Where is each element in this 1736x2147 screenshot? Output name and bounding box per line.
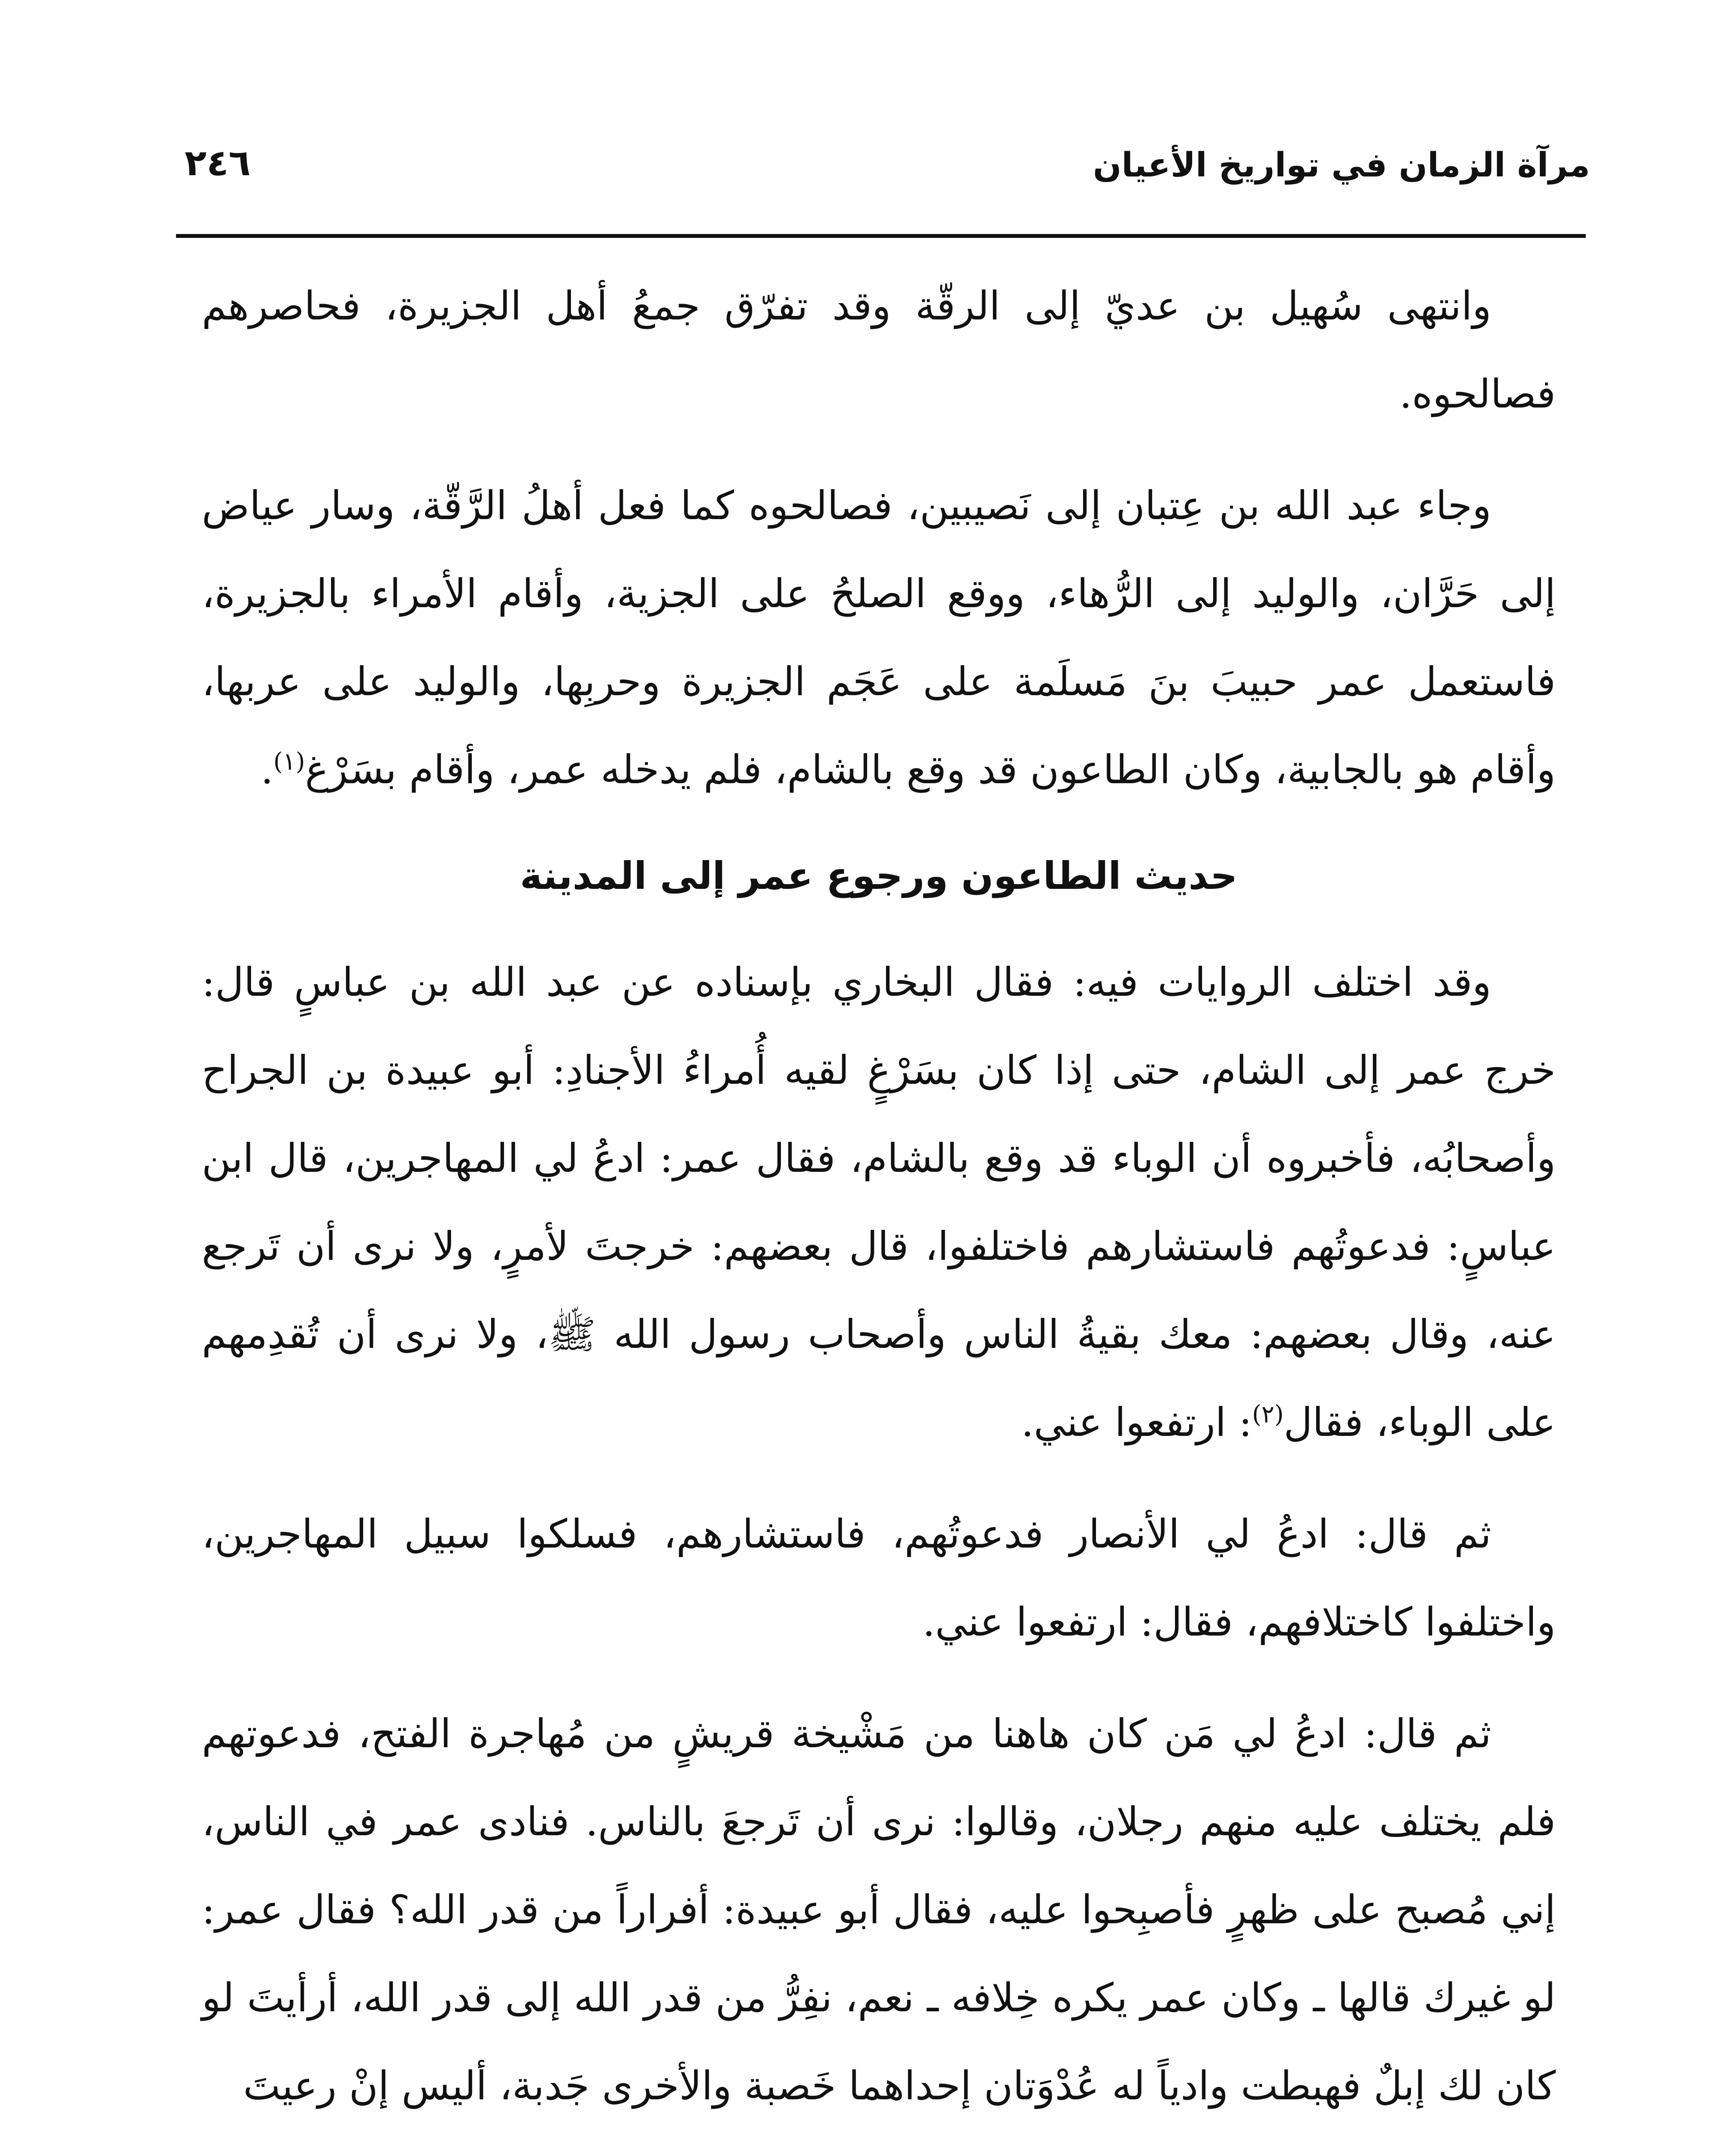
footnote-ref-2: (٢) [1252,1400,1284,1429]
paragraph-3-text: وقد اختلف الروايات فيه: فقال البخاري بإسناده عن عبد الله بن عباسٍ قال: خرج عمر إلى الشام، حتى إذا كان بسَرْغٍ لقيه أُمراءُ الأجنادِ: أبو عبيدة بن الجراح وأصحابُه، فأخبروه أن الوباء قد وقع بالشام، فقال عمر: ادعُ لي المهاجرين، قال ابن عباسٍ: فدعوتُهم فاستشارهم فاختلفوا، قال بعضهم: خرجتَ لأمرٍ، ولا نرى أن تَرجع عنه، وقال بعضهم: معك بقيةُ الناس وأصحاب رسول الله ﷺ، ولا نرى أن تُقدِمهم على الوباء، فقال [202,959,1556,1445]
paragraph-3 [202,938,1556,1466]
footnote-ref-1: (١) [273,748,305,776]
paragraph-2-text: وجاء عبد الله بن عِتبان إلى نَصيبين، فصالحوه كما فعل أهلُ الرَّقّة، وسار عياض إلى حَرَّان، والوليد إلى الرُّهاء، ووقع الصلحُ على الجزية، وأقام الأمراء بالجزيرة، فاستعمل عمر حبيبَ بنَ مَسلَمة على عَجَم الجزيرة وحربِها، والوليد على عربها، وأقام هو بالجابية، وكان الطاعون قد وقع بالشام، فلم يدخله عمر، وأقام بسَرْغ [202,483,1556,793]
paragraph-5: ثم قال: ادعُ لي مَن كان هاهنا من مَشْيخة قريشٍ من مُهاجرة الفتح، فدعوتهم فلم يختلف عليه منهم رجلان، وقالوا: نرى أن تَرجعَ بالناس. فنادى عمر في الناس، إني مُصبح على ظهرٍ فأصبِحوا عليه، فقال أبو عبيدة: أفراراً من قدر الله؟ فقال عمر: لو غيرك قالها ـ وكان عمر يكره خِلافه ـ نعم، نفِرُّ من قدر الله إلى قدر الله، أرأيتَ لو كان لك إبلٌ فهبطت وادياً له عُدْوَتان إحداهما خَصبة والأخرى جَدبة، أليس إنْ رعيتَ [202,1711,1556,2109]
paragraph-1: وانتهى سُهيل بن عديّ إلى الرقّة وقد تفرّق جمعُ أهل الجزيرة، فحاصرهم فصالحوه. [202,283,1556,417]
paragraph-2 [202,462,1556,814]
book-title: مرآة الزمان في تواريخ الأعيان [1093,146,1590,185]
page-number: ٢٤٦ [185,142,251,184]
paragraph-2-end: . [261,747,273,793]
paragraph-3-end: : ارتفعوا عني. [1021,1399,1252,1445]
main-text [202,262,1556,2147]
header-rule [176,234,1586,238]
paragraph-4: ثم قال: ادعُ لي الأنصار فدعوتُهم، فاستشارهم، فسلكوا سبيل المهاجرين، واختلفوا كاختلافهم، فقال: ارتفعوا عني. [202,1511,1556,1645]
section-heading: حديث الطاعون ورجوع عمر إلى المدينة [520,854,1238,898]
running-header [176,142,1590,202]
